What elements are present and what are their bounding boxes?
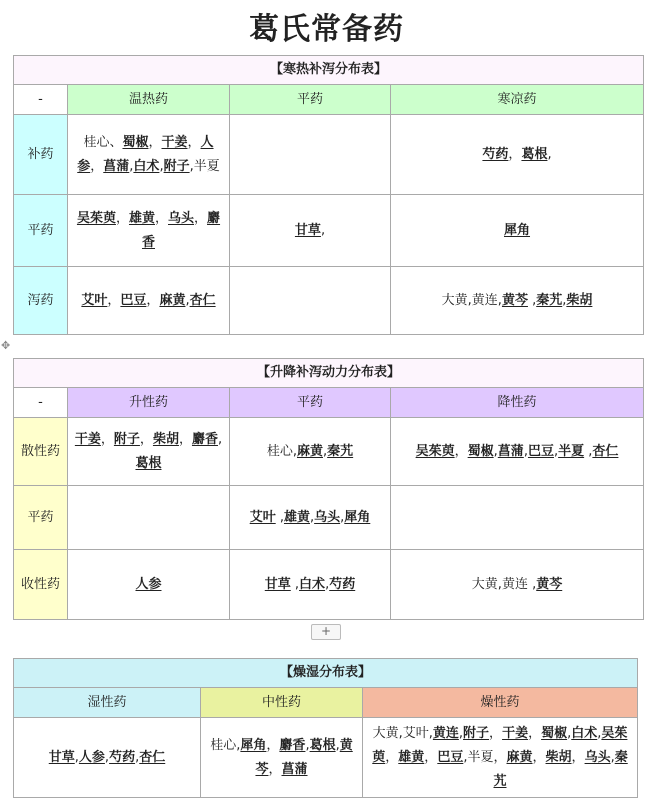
herb-name: , <box>553 443 559 459</box>
herb-name: , <box>320 222 326 238</box>
corner-cell: - <box>14 388 68 418</box>
herb-name: , <box>527 576 537 592</box>
herb-name-emphasized: 吴茱萸 <box>415 443 455 459</box>
herb-name-emphasized: 白术 <box>571 725 598 741</box>
table-cell <box>391 195 644 267</box>
herb-name: , <box>458 725 464 741</box>
herb-name: ， <box>146 292 160 308</box>
herb-name: 桂心 <box>266 443 293 459</box>
herb-name: ， <box>571 749 585 765</box>
herb-name: , <box>527 292 537 308</box>
herb-name-emphasized: 杏仁 <box>139 749 166 765</box>
herb-name-emphasized: 麻黄 <box>296 443 323 459</box>
herb-name: 半夏 <box>193 158 220 174</box>
herb-name-emphasized: 甘草 <box>264 576 291 592</box>
herb-name: ， <box>194 210 208 226</box>
table-cell <box>230 418 391 486</box>
herb-name: , <box>467 292 472 308</box>
herb-name: 大黄 <box>471 576 498 592</box>
column-header: 升性药 <box>68 388 230 418</box>
herb-name: ， <box>268 761 282 777</box>
table-cell <box>230 195 391 267</box>
herb-name-emphasized: 麻黄 <box>159 292 186 308</box>
herb-name: 半夏 <box>467 749 494 765</box>
herb-name: 桂心 <box>83 134 110 150</box>
herb-name-emphasized: 犀角 <box>344 509 371 525</box>
herb-name-emphasized: 秦艽 <box>327 443 354 459</box>
herb-name: , <box>189 158 194 174</box>
herb-name: ， <box>115 210 129 226</box>
herb-name-emphasized: 雄黄 <box>128 210 155 226</box>
table-cell <box>201 718 363 798</box>
herb-name-emphasized: 葛根 <box>521 146 548 162</box>
herb-name-emphasized: 艾叶 <box>81 292 108 308</box>
herb-name: , <box>275 509 284 525</box>
table-lift-descend <box>13 358 644 620</box>
herb-name: ， <box>266 737 280 753</box>
herb-name: , <box>290 576 300 592</box>
table-cell <box>391 486 644 550</box>
herb-name: , <box>547 146 552 162</box>
herb-name-emphasized: 蜀椒 <box>122 134 149 150</box>
herb-name-emphasized: 菖蒲 <box>103 158 130 174</box>
herb-name-emphasized: 葛根 <box>309 737 336 753</box>
herb-name: , <box>497 576 502 592</box>
row-header: 补药 <box>14 115 68 195</box>
herb-name: , <box>597 725 602 741</box>
herb-name-emphasized: 柴胡 <box>152 431 179 447</box>
table-dry-wet <box>13 658 638 798</box>
table-cell <box>68 486 230 550</box>
herb-name-emphasized: 菖蒲 <box>281 761 308 777</box>
herb-name: , <box>562 292 567 308</box>
herb-name: , <box>309 509 315 525</box>
herb-name: , <box>292 443 297 459</box>
herb-name-emphasized: 蜀椒 <box>541 725 568 741</box>
herb-name-emphasized: 艾叶 <box>249 509 276 525</box>
herb-name-emphasized: 黄芩 <box>255 737 353 777</box>
herb-name: , <box>305 737 310 753</box>
herb-name-emphasized: 犀角 <box>240 737 267 753</box>
herb-name: , <box>217 431 223 447</box>
table-cell <box>391 418 644 486</box>
herb-name: ， <box>454 443 468 459</box>
herb-name-emphasized: 吴茱萸 <box>372 725 628 765</box>
herb-name: , <box>398 725 403 741</box>
herb-name-emphasized: 麻黄 <box>506 749 533 765</box>
herb-name: , <box>159 158 164 174</box>
herb-name: ， <box>489 725 503 741</box>
herb-name-emphasized: 秦艽 <box>536 292 563 308</box>
table-cell <box>68 267 230 335</box>
table-heat-cold <box>13 55 644 335</box>
row-header: 散性药 <box>14 418 68 486</box>
column-header: 寒凉药 <box>391 85 644 115</box>
table-cell <box>363 718 638 798</box>
column-header: 降性药 <box>391 388 644 418</box>
herb-name: ， <box>187 134 201 150</box>
table-cell <box>14 718 201 798</box>
herb-name-emphasized: 白术 <box>133 158 160 174</box>
herb-name-emphasized: 巴豆 <box>527 443 554 459</box>
herb-name: ， <box>178 431 192 447</box>
herb-name-emphasized: 附子 <box>113 431 140 447</box>
herb-name: , <box>325 576 330 592</box>
herb-name: 大黄 <box>372 725 399 741</box>
herb-name-emphasized: 菖蒲 <box>497 443 524 459</box>
herb-name-emphasized: 干姜 <box>74 431 101 447</box>
herb-name-emphasized: 芍药 <box>109 749 136 765</box>
herb-name: , <box>523 443 528 459</box>
herb-name-emphasized: 人参 <box>77 134 214 174</box>
herb-name-emphasized: 麝香 <box>279 737 306 753</box>
herb-name-emphasized: 半夏 <box>558 443 585 459</box>
herb-name: ， <box>385 749 399 765</box>
herb-name: , <box>340 509 345 525</box>
table-cell <box>230 550 391 620</box>
table-cell <box>391 550 644 620</box>
row-header: 平药 <box>14 195 68 267</box>
table-cell <box>230 267 391 335</box>
column-header: 中性药 <box>201 688 363 718</box>
herb-name-emphasized: 雄黄 <box>398 749 425 765</box>
column-header: 平药 <box>230 388 391 418</box>
herb-name-emphasized: 乌头 <box>314 509 341 525</box>
herb-name: ， <box>90 158 104 174</box>
herb-name: ， <box>139 431 153 447</box>
herb-name: , <box>567 725 572 741</box>
herb-name: ， <box>493 749 507 765</box>
table-cell <box>68 195 230 267</box>
herb-name: 、 <box>109 134 123 150</box>
herb-name-emphasized: 干姜 <box>161 134 188 150</box>
corner-cell: - <box>14 85 68 115</box>
herb-name: , <box>463 749 468 765</box>
herb-name: 桂心 <box>210 737 237 753</box>
add-row-button[interactable]: + <box>311 624 341 640</box>
herb-name-emphasized: 黄芩 <box>536 576 563 592</box>
herb-name: ， <box>148 134 162 150</box>
herb-name: 艾叶 <box>402 725 429 741</box>
table-cell <box>68 115 230 195</box>
herb-name-emphasized: 柴胡 <box>545 749 572 765</box>
herb-name-emphasized: 雄黄 <box>283 509 310 525</box>
herb-name: 黄连 <box>501 576 528 592</box>
herb-name-emphasized: 甘草 <box>48 749 75 765</box>
herb-name: ， <box>508 146 522 162</box>
table-cell <box>230 486 391 550</box>
herb-name: ， <box>100 431 114 447</box>
herb-name-emphasized: 杏仁 <box>189 292 216 308</box>
column-header: 温热药 <box>68 85 230 115</box>
move-handle-icon[interactable]: ✥ <box>1 339 11 352</box>
column-header: 湿性药 <box>14 688 201 718</box>
column-header: 平药 <box>230 85 391 115</box>
row-header: 泻药 <box>14 267 68 335</box>
herb-name-emphasized: 芍药 <box>329 576 356 592</box>
herb-name: , <box>493 443 498 459</box>
herb-name: , <box>497 292 502 308</box>
herb-name-emphasized: 乌头 <box>168 210 195 226</box>
herb-name-emphasized: 麝香 <box>141 210 221 250</box>
table-caption: 【寒热补泻分布表】 <box>14 56 644 85</box>
herb-name-emphasized: 柴胡 <box>566 292 593 308</box>
table-cell <box>68 418 230 486</box>
herb-name: , <box>428 725 433 741</box>
herb-name: , <box>129 158 134 174</box>
herb-name: ， <box>154 210 168 226</box>
herb-name-emphasized: 吴茱萸 <box>76 210 116 226</box>
herb-name-emphasized: 干姜 <box>502 725 529 741</box>
herb-name-emphasized: 麝香 <box>191 431 218 447</box>
herb-name: , <box>323 443 328 459</box>
herb-name-emphasized: 巴豆 <box>437 749 464 765</box>
table-caption: 【燥湿分布表】 <box>14 659 638 688</box>
page-title: 葛氏常备药 <box>249 12 404 47</box>
herb-name-emphasized: 乌头 <box>584 749 611 765</box>
herb-name-emphasized: 芍药 <box>482 146 509 162</box>
herb-name-emphasized: 黄连 <box>432 725 459 741</box>
herb-name: , <box>610 749 615 765</box>
table-caption: 【升降补泻动力分布表】 <box>14 359 644 388</box>
herb-name: , <box>104 749 110 765</box>
table-cell <box>391 267 644 335</box>
herb-name-emphasized: 附子 <box>463 725 490 741</box>
herb-name: , <box>185 292 190 308</box>
row-header: 平药 <box>14 486 68 550</box>
herb-name-emphasized: 甘草 <box>294 222 321 238</box>
herb-name-emphasized: 附子 <box>163 158 190 174</box>
herb-name: , <box>236 737 241 753</box>
herb-name-emphasized: 人参 <box>135 576 162 592</box>
herb-name-emphasized: 葛根 <box>135 455 162 471</box>
herb-name: ， <box>532 749 546 765</box>
herb-name: ， <box>528 725 542 741</box>
herb-name-emphasized: 白术 <box>299 576 326 592</box>
herb-name: , <box>135 749 140 765</box>
herb-name-emphasized: 杏仁 <box>592 443 619 459</box>
herb-name: , <box>74 749 79 765</box>
herb-name: , <box>335 737 340 753</box>
herb-name: ， <box>424 749 438 765</box>
herb-name-emphasized: 巴豆 <box>120 292 147 308</box>
herb-name-emphasized: 黄芩 <box>501 292 528 308</box>
herb-name: 大黄 <box>441 292 468 308</box>
herb-name: 黄连 <box>471 292 498 308</box>
herb-name-emphasized: 秦艽 <box>493 749 628 789</box>
herb-name: ， <box>107 292 121 308</box>
herb-name: , <box>584 443 593 459</box>
row-header: 收性药 <box>14 550 68 620</box>
herb-name-emphasized: 犀角 <box>504 222 531 238</box>
herb-name-emphasized: 人参 <box>78 749 105 765</box>
table-cell <box>68 550 230 620</box>
herb-name-emphasized: 蜀椒 <box>467 443 494 459</box>
column-header: 燥性药 <box>363 688 638 718</box>
table-cell <box>391 115 644 195</box>
table-cell <box>230 115 391 195</box>
